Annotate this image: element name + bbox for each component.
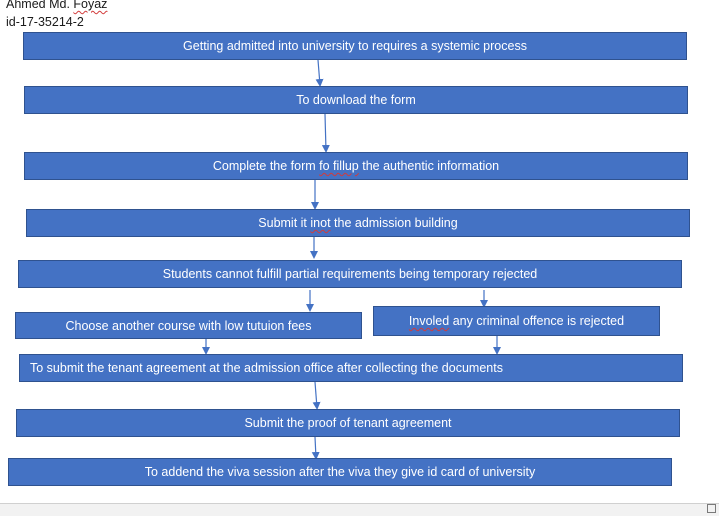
step-getting-admitted: Getting admitted into university to requires a systemic process xyxy=(23,32,687,60)
step-viva-session: To addend the viva session after the viva they give id card of university xyxy=(8,458,672,486)
student-id: id-17-35214-2 xyxy=(6,15,84,29)
spell-flagged-word: inot xyxy=(310,216,331,230)
author-name: Ahmed Md. Foyaz xyxy=(6,0,107,11)
arrow-1 xyxy=(318,60,320,85)
step-proof-tenant-agreement: Submit the proof of tenant agreement xyxy=(16,409,680,437)
arrow-7 xyxy=(315,382,317,408)
step-complete-form: Complete the form fo fillup the authentic information xyxy=(24,152,688,180)
spell-flagged-word: Involed xyxy=(408,314,450,328)
step-another-course: Choose another course with low tutuion fees xyxy=(15,312,362,339)
spell-flagged-word: Foyaz xyxy=(73,0,108,11)
spell-flagged-word: fo fillup xyxy=(319,159,359,173)
step-partial-requirements: Students cannot fulfill partial requirements being temporary rejected xyxy=(18,260,682,288)
arrow-8 xyxy=(315,437,316,458)
step-criminal-offence: Involed any criminal offence is rejected xyxy=(373,306,660,336)
resize-grip-icon[interactable] xyxy=(707,504,716,513)
arrow-2 xyxy=(325,114,326,151)
window-bottom-bar xyxy=(0,503,719,516)
step-submit-form: Submit it inot the admission building xyxy=(26,209,690,237)
step-download-form: To download the form xyxy=(24,86,688,114)
step-tenant-agreement: To submit the tenant agreement at the admission office after collecting the documents xyxy=(19,354,683,382)
